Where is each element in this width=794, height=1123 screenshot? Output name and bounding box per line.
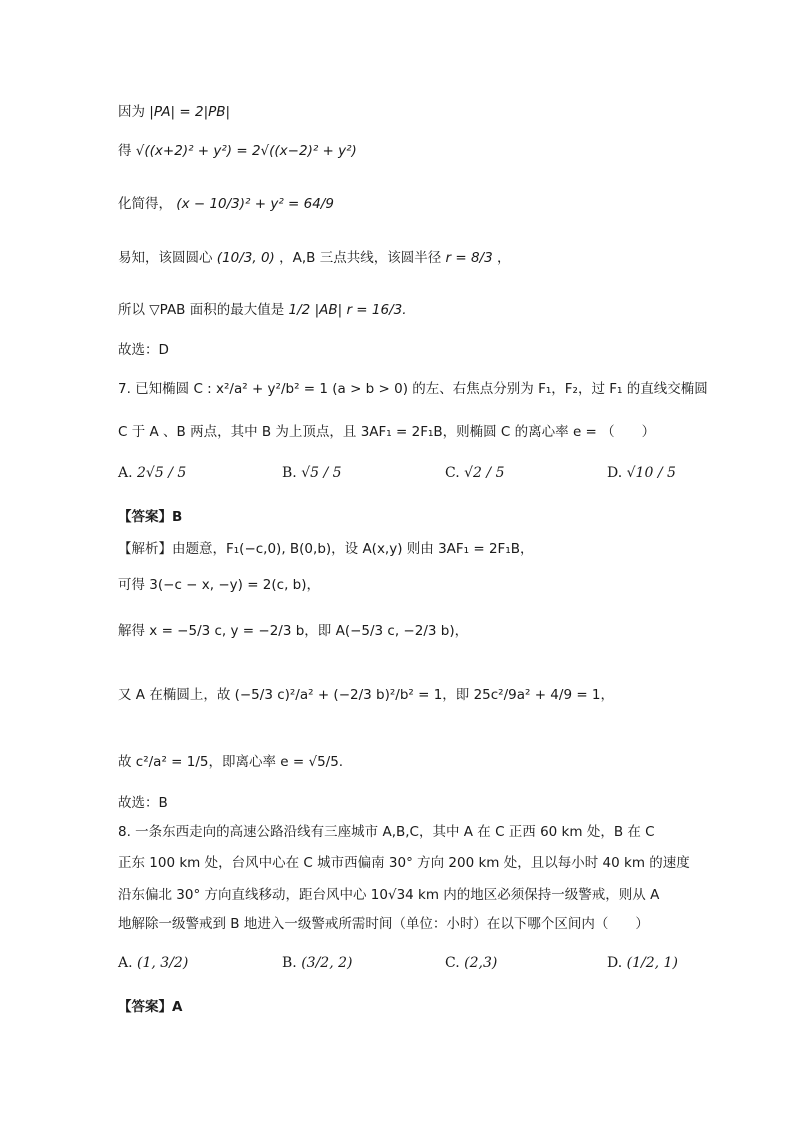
q7-option-d <box>607 465 676 481</box>
question-text: 正东 100 km 处，台风中心在 C 城市西偏南 30° 方向 200 km 处，且以每小时 40 km 的速度 <box>118 855 690 871</box>
formula: |PA| = 2|PB| <box>149 104 231 120</box>
question-text: C 于 A 、B 两点，其中 B 为上顶点，且 3AF₁ = 2F₁B，则椭圆 C 的离心率 e = （ ） <box>118 424 656 440</box>
option-label: D. <box>607 955 623 971</box>
text: ，A,B 三点共线，该圆半径 <box>279 250 442 266</box>
solution-line-5 <box>118 299 407 321</box>
formula: r = 8/3 <box>445 250 493 266</box>
formula: (x − 10/3)² + y² = 64/9 <box>176 196 334 212</box>
analysis-text: 解得 x = −5/3 c, y = −2/3 b，即 A(−5/3 c, −2/3 b)， <box>118 623 469 639</box>
q8-option-c <box>445 955 497 971</box>
question-8-line-3 <box>118 884 659 906</box>
question-8-line-1 <box>118 821 655 843</box>
option-label: A. <box>118 465 133 481</box>
option-label: D. <box>607 465 623 481</box>
q7-analysis-1 <box>118 538 534 560</box>
q7-analysis-3 <box>118 620 468 642</box>
q7-analysis-2 <box>118 574 320 596</box>
solution-line-1 <box>118 101 230 123</box>
analysis-text: 又 A 在椭圆上，故 (−5/3 c)²/a² + (−2/3 b)²/b² = 1，即 25c²/9a² + 4/9 = 1， <box>118 687 615 703</box>
formula: √((x+2)² + y²) = 2√((x−2)² + y²) <box>135 143 357 159</box>
option-value: √10 / 5 <box>626 465 676 481</box>
solution-line-3 <box>118 193 334 215</box>
choice-text: 故选：D <box>118 342 169 358</box>
answer-text: 【答案】B <box>118 509 183 525</box>
analysis-text: 【解析】由题意，F₁(−c,0), B(0,b)，设 A(x,y) 则由 3AF₁ = 2F₁B， <box>118 541 534 557</box>
question-text: 8. 一条东西走向的高速公路沿线有三座城市 A,B,C，其中 A 在 C 正西 60 km 处，B 在 C <box>118 824 655 840</box>
question-text: 沿东偏北 30° 方向直线移动，距台风中心 10√34 km 内的地区必须保持一级警戒，则从 A <box>118 887 660 903</box>
text: 因为 <box>118 104 145 120</box>
option-value: √2 / 5 <box>464 465 505 481</box>
option-label: A. <box>118 955 133 971</box>
q7-analysis-5 <box>118 751 343 773</box>
option-value: (1, 3/2) <box>137 955 189 971</box>
choice-line <box>118 339 169 361</box>
question-text: 地解除一级警戒到 B 地进入一级警戒所需时间（单位：小时）在以下哪个区间内（ ） <box>118 916 649 932</box>
text: 所以 ▽PAB 面积的最大值是 <box>118 302 285 318</box>
solution-line-2 <box>118 140 357 162</box>
q7-analysis-4 <box>118 684 614 706</box>
q8-option-b <box>282 955 352 971</box>
q7-choice <box>118 792 168 814</box>
formula: (10/3, 0) <box>216 250 275 266</box>
q7-option-b <box>282 465 342 481</box>
option-label: B. <box>282 465 297 481</box>
question-8-line-2 <box>118 852 690 874</box>
question-8-line-4 <box>118 913 649 935</box>
option-label: C. <box>445 465 460 481</box>
q8-option-d <box>607 955 678 971</box>
option-value: (1/2, 1) <box>626 955 678 971</box>
option-value: (3/2, 2) <box>301 955 353 971</box>
option-label: B. <box>282 955 297 971</box>
text: ， <box>496 250 511 266</box>
q8-option-a <box>118 955 188 971</box>
question-7-line-2 <box>118 421 655 443</box>
choice-text: 故选：B <box>118 795 168 811</box>
question-7-line-1 <box>118 378 708 400</box>
question-text: 7. 已知椭圆 C : x²/a² + y²/b² = 1 (a > b > 0) 的左、右焦点分别为 F₁，F₂，过 F₁ 的直线交椭圆 <box>118 381 708 397</box>
option-label: C. <box>445 955 460 971</box>
analysis-text: 故 c²/a² = 1/5，即离心率 e = √5/5. <box>118 754 344 770</box>
q8-answer <box>118 996 182 1018</box>
option-value: 2√5 / 5 <box>137 465 187 481</box>
option-value: (2,3) <box>464 955 498 971</box>
text: 化简得， <box>118 196 172 212</box>
q7-option-a <box>118 465 186 481</box>
q7-answer <box>118 506 182 528</box>
q7-option-c <box>445 465 504 481</box>
text: 得 <box>118 143 132 159</box>
formula: 1/2 |AB| r = 16/3. <box>288 302 407 318</box>
solution-line-4 <box>118 247 510 269</box>
option-value: √5 / 5 <box>301 465 342 481</box>
answer-text: 【答案】A <box>118 999 183 1015</box>
analysis-text: 可得 3(−c − x, −y) = 2(c, b)， <box>118 577 321 593</box>
text: 易知，该圆圆心 <box>118 250 213 266</box>
